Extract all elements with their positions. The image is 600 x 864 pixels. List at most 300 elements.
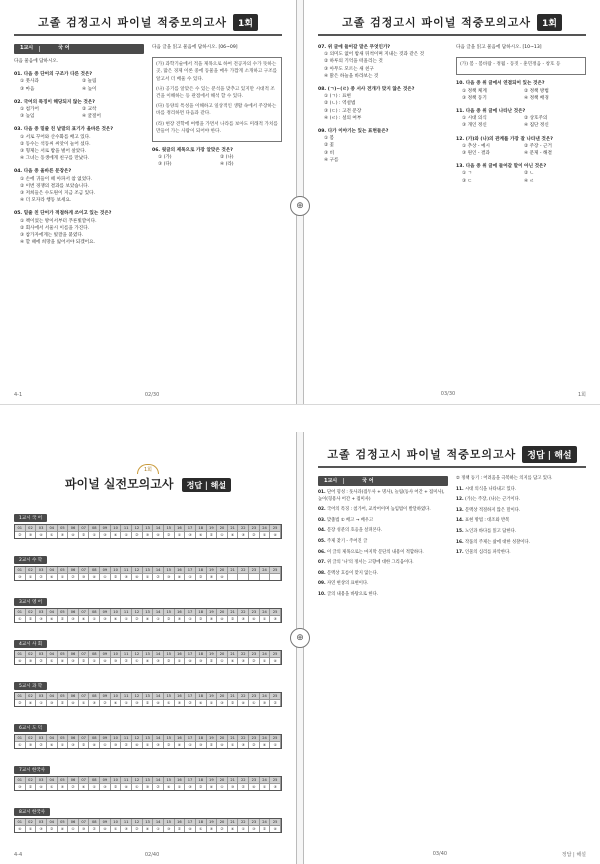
- answer-grid: [14, 734, 282, 749]
- answer-cell: ①: [15, 615, 26, 622]
- question-number: 15: [164, 525, 175, 531]
- question: [456, 108, 586, 130]
- options: [14, 218, 144, 247]
- question-number: 18: [196, 735, 207, 741]
- explanation-item: [318, 490, 448, 503]
- answer-cell: ③: [185, 531, 196, 538]
- question-number: 06: [68, 525, 79, 531]
- answer-cell: ②: [132, 825, 143, 832]
- answer-cell: ③: [26, 741, 37, 748]
- answer-cell: ④: [185, 825, 196, 832]
- answer-cell: ④: [58, 657, 69, 664]
- answer-cell: ③: [196, 657, 207, 664]
- question-number: 06: [68, 735, 79, 741]
- round-badge: 1회: [537, 14, 562, 31]
- explanation-item: [318, 581, 448, 588]
- answer-cell: ④: [36, 531, 47, 538]
- answer-cell: ①: [79, 699, 90, 706]
- question: [14, 99, 144, 121]
- answer-cell: ④: [89, 573, 100, 580]
- answer-option[interactable]: ④ 구름: [324, 157, 339, 163]
- answer-cell: ③: [100, 531, 111, 538]
- subject-label: 5교시 과 학: [14, 682, 47, 690]
- item-text: 문장 성분의 호응을 살펴본다.: [327, 528, 383, 534]
- period-label: 1교시: [20, 45, 34, 52]
- page-header: [14, 10, 282, 36]
- answer-badge: 정답 | 해설: [182, 478, 231, 492]
- explanation-item: [318, 571, 448, 578]
- page-number: 03/30: [440, 391, 456, 397]
- question: [14, 126, 144, 162]
- answer-cell: ②: [238, 783, 249, 790]
- answer-option[interactable]: ③ 원인 - 결과: [462, 151, 490, 157]
- question-text: 06. 윗글의 제목으로 가장 알맞은 것은?: [152, 148, 233, 154]
- question-number: 25: [270, 735, 281, 741]
- item-number: 17.: [456, 550, 464, 556]
- item-number: 10.: [318, 591, 326, 597]
- question-number: 09: [100, 819, 111, 825]
- question-number: 11: [121, 819, 132, 825]
- question-number: 07: [79, 567, 90, 573]
- answer-option[interactable]: ② (나): [220, 155, 234, 161]
- answer-cell: ①: [217, 657, 228, 664]
- answer-cell: ①: [47, 531, 58, 538]
- passage-heading: 다음 글을 읽고 물음에 답하시오. [10~13]: [456, 45, 542, 50]
- answer-cell: ②: [249, 531, 260, 538]
- answer-option[interactable]: ④ 문제 - 해결: [524, 151, 552, 157]
- answer-key-page: [0, 432, 296, 864]
- item-number: 06.: [318, 549, 326, 555]
- question-number: 23: [249, 609, 260, 615]
- question-number: 17: [185, 777, 196, 783]
- question-number: 12: [132, 777, 143, 783]
- answer-option[interactable]: ① 추상 - 예시: [462, 143, 490, 149]
- question-number: 13: [143, 567, 154, 573]
- answer-cell: ③: [207, 825, 218, 832]
- question-number: 12: [132, 735, 143, 741]
- question-number: 08: [89, 819, 100, 825]
- question-number: 22: [238, 693, 249, 699]
- answer-cell: ②: [36, 573, 47, 580]
- registration-mark-icon: ⊕: [290, 196, 310, 216]
- answer-table: [14, 588, 282, 623]
- answer-cell: ③: [164, 825, 175, 832]
- question-number: 10: [111, 567, 122, 573]
- question: [456, 163, 586, 185]
- answer-cell: ③: [238, 531, 249, 538]
- page-title: 고졸 검정고시 파이널 적중모의고사: [38, 16, 227, 29]
- answer-cell: ②: [100, 699, 111, 706]
- answer-cell: ③: [185, 783, 196, 790]
- subject-label: 6교시 도 덕: [14, 724, 47, 732]
- question-number: 16: [175, 777, 186, 783]
- answer-cell: ②: [164, 531, 175, 538]
- question-number: 02: [26, 651, 37, 657]
- answer-cell: ④: [153, 699, 164, 706]
- explanation-item: [318, 539, 448, 546]
- answer-cell: ③: [79, 825, 90, 832]
- answer-cell: ③: [58, 531, 69, 538]
- answer-cell: ②: [79, 657, 90, 664]
- question: [456, 80, 586, 102]
- answer-option[interactable]: ① 책이었는 방이서부터 푸른빛깔이다.: [20, 218, 97, 224]
- question-number: 21: [228, 777, 239, 783]
- answer-option[interactable]: ② 놀림: [82, 79, 97, 85]
- question-number: 09: [100, 777, 111, 783]
- answer-cell: [249, 573, 260, 580]
- answer-cell: ④: [111, 615, 122, 622]
- answer-option[interactable]: ③ 비: [324, 150, 335, 156]
- answer-option[interactable]: ④ 집단 정신: [524, 123, 549, 129]
- question-number: 08: [89, 651, 100, 657]
- question-number: 04: [47, 525, 58, 531]
- question-number: 02: [26, 567, 37, 573]
- answer-option[interactable]: ④ 정책 배경: [524, 95, 549, 101]
- answer-option[interactable]: ③ 정책 동기: [462, 95, 487, 101]
- answer-cell: ③: [68, 657, 79, 664]
- question-number: 19: [207, 567, 218, 573]
- answer-option[interactable]: ① 의미도 없어 밤새 뒤척이며 지내는 것과 같은 것: [324, 52, 425, 58]
- question-number: 19: [207, 819, 218, 825]
- answer-option[interactable]: ④ 높이: [82, 86, 97, 92]
- question-number: 15: [164, 651, 175, 657]
- question-number: 23: [249, 651, 260, 657]
- question-number: 03: [36, 609, 47, 615]
- answer-cell: ③: [238, 657, 249, 664]
- question-number: 22: [238, 567, 249, 573]
- answer-table: [14, 798, 282, 833]
- answer-cell: ③: [15, 783, 26, 790]
- answer-cell: ①: [185, 615, 196, 622]
- answer-option[interactable]: ③ 형제는 서로 밥을 벌어 살았다.: [20, 149, 87, 155]
- answer-cell: ③: [143, 783, 154, 790]
- answer-grid: [14, 566, 282, 581]
- answer-cell: ①: [121, 615, 132, 622]
- explanation-item: [456, 529, 586, 536]
- question-number: 24: [260, 735, 271, 741]
- right-column: [456, 476, 586, 603]
- page-footer: [14, 392, 282, 398]
- item-number: 15.: [456, 528, 464, 534]
- question-number: 23: [249, 693, 260, 699]
- answer-cell: ①: [58, 573, 69, 580]
- subject-label: 국 어: [362, 477, 374, 484]
- question-number: 07: [79, 777, 90, 783]
- answer-cell: ④: [207, 783, 218, 790]
- item-text: ② 정책 동기 : 어려움을 극복하는 의지를 담고 있다.: [456, 476, 553, 481]
- answer-cell: ④: [175, 573, 186, 580]
- answer-cell: ①: [58, 741, 69, 748]
- answer-cell: ④: [260, 741, 271, 748]
- question-number: 16: [175, 735, 186, 741]
- explanation-item: [456, 476, 586, 483]
- question-text: 05. 밑줄 친 단어가 적절하게 쓰이고 있는 것은?: [14, 211, 112, 217]
- item-text: 맞춤법 ① 배고 → 배우고: [327, 517, 374, 523]
- answer-grid: [14, 608, 282, 623]
- question-number: 20: [217, 819, 228, 825]
- answer-cell: ④: [249, 615, 260, 622]
- question-number: 08: [89, 735, 100, 741]
- answer-cell: ①: [185, 741, 196, 748]
- item-number: 01.: [318, 490, 326, 495]
- answer-cell: ②: [111, 783, 122, 790]
- item-number: 13.: [456, 507, 464, 513]
- answer-option[interactable]: ② 이번 경쟁의 결과를 보았습니다.: [20, 183, 90, 189]
- answer-option[interactable]: ① (가): [158, 155, 172, 161]
- question-number: 10: [111, 651, 122, 657]
- question-number: 21: [228, 567, 239, 573]
- answer-cell: ②: [79, 531, 90, 538]
- question-number: 21: [228, 693, 239, 699]
- question-number: 22: [238, 777, 249, 783]
- answer-cell: ③: [143, 531, 154, 538]
- question-number: 06: [68, 567, 79, 573]
- question-number: 21: [228, 609, 239, 615]
- question-number: 02: [26, 693, 37, 699]
- question-number: 01: [15, 567, 26, 573]
- answer-cell: ②: [217, 825, 228, 832]
- answer-cell: ②: [26, 615, 37, 622]
- question-number: 07: [79, 735, 90, 741]
- answer-option[interactable]: ① 첨가어: [20, 107, 39, 113]
- answer-option[interactable]: ② 교착: [82, 107, 97, 113]
- answer-option[interactable]: ② ㄴ: [524, 171, 535, 177]
- answer-cell: ①: [132, 657, 143, 664]
- answer-option[interactable]: ① 시대 의식: [462, 116, 487, 122]
- answer-option[interactable]: ④ 굴절어: [82, 114, 101, 120]
- answer-option[interactable]: ② 하루의 기억을 떠올리는 것: [324, 59, 383, 65]
- question-text: 09. 다가 이야기는 있는 표현들은?: [318, 129, 389, 135]
- answer-option[interactable]: ③ 마음: [20, 86, 35, 92]
- answer-option[interactable]: ③ 저희들은 수도원이 지금 조금 있다.: [20, 191, 96, 197]
- answer-grid: [14, 524, 282, 539]
- answer-cell: ①: [217, 531, 228, 538]
- answer-option[interactable]: ① ㄱ: [462, 171, 473, 177]
- answer-option[interactable]: ④ ㄹ: [524, 178, 535, 184]
- explanation-item: [318, 528, 448, 535]
- explanation-item: [318, 550, 448, 557]
- answer-cell: ④: [185, 657, 196, 664]
- answer-option[interactable]: ① (ㄱ) : 표현: [324, 94, 351, 100]
- question-number: 04: [47, 819, 58, 825]
- answer-table: [14, 756, 282, 791]
- answer-option[interactable]: ④ 그녀는 동생에게 친구를 만났다.: [20, 156, 90, 162]
- answer-cell: ②: [15, 699, 26, 706]
- question-text: 02. 국어의 특징이 해당되지 않는 것은?: [14, 99, 95, 105]
- answer-cell: ③: [36, 615, 47, 622]
- answer-cell: ②: [249, 741, 260, 748]
- answer-option[interactable]: ③ 아무도 모르는 새 친구: [324, 66, 374, 72]
- answer-cell: ①: [270, 741, 281, 748]
- answer-cell: ①: [132, 783, 143, 790]
- answer-option[interactable]: ① 봄: [324, 136, 335, 142]
- item-text: 주제 찾기 - 주어진 글: [327, 538, 368, 544]
- question-number: 09: [100, 651, 111, 657]
- question-number: 07: [79, 819, 90, 825]
- item-number: 14.: [456, 518, 464, 524]
- answer-cell: ③: [238, 741, 249, 748]
- question-number: 21: [228, 525, 239, 531]
- answer-cell: ①: [207, 699, 218, 706]
- answer-option[interactable]: ② 주장 - 근거: [524, 143, 552, 149]
- question-number: 18: [196, 819, 207, 825]
- passage-paragraph: (나) 공기를 알맞은 수 있는 분석을 맞추고 있지만 시대적 조건을 이해하는 등 관점에서 해석 할 수 있다.: [156, 86, 275, 100]
- question-number: 25: [270, 777, 281, 783]
- answer-cell: ③: [270, 615, 281, 622]
- answer-grid: [14, 818, 282, 833]
- answer-cell: ④: [132, 741, 143, 748]
- answer-option[interactable]: ③ 개인 정신: [462, 123, 487, 129]
- answer-option[interactable]: ① 풋사과: [20, 79, 39, 85]
- subject-label: 4교시 사 회: [14, 640, 47, 648]
- item-text: 시대 의식을 나타내고 있다.: [465, 486, 517, 492]
- passage-paragraph: (가) 과학기술에서 적을 제목으로 하여 전공자의 수가 뜻하는 곳, 많은 경제 이론 중에 동물을 매우 가깝게 소개하고 구조를 알고서 더 배울 수 있다.: [156, 62, 278, 82]
- question-number: 02: [26, 525, 37, 531]
- question-number: 05: [58, 609, 69, 615]
- question-text: 01. 다음 중 단어의 구조가 다른 것은?: [14, 72, 93, 78]
- answer-cell: ④: [132, 573, 143, 580]
- question-number: 21: [228, 735, 239, 741]
- answer-option[interactable]: ④ (라): [220, 162, 234, 168]
- answer-option[interactable]: ③ (ㄷ) : 고전 문장: [324, 108, 362, 114]
- question-number: 07: [79, 693, 90, 699]
- answer-cell: [228, 573, 239, 580]
- answer-cell: ③: [100, 615, 111, 622]
- question-number: 04: [47, 735, 58, 741]
- answer-option[interactable]: ④ 더 모자라 행동 보세요.: [20, 198, 72, 204]
- right-column: [152, 44, 282, 354]
- footer-code: 4-1: [14, 392, 23, 398]
- question-number: 04: [47, 567, 58, 573]
- answer-cell: ③: [207, 615, 218, 622]
- answer-cell: ①: [68, 825, 79, 832]
- question-number: 03: [36, 525, 47, 531]
- options: [14, 134, 144, 163]
- answer-option[interactable]: ② 상호주의: [524, 116, 548, 122]
- answer-cell: ②: [153, 783, 164, 790]
- question-number: 13: [143, 609, 154, 615]
- question-number: 01: [15, 609, 26, 615]
- answer-option[interactable]: ② (ㄴ) : 역설법: [324, 101, 356, 107]
- answer-option[interactable]: ③ ㄷ: [462, 178, 473, 184]
- question-number: 19: [207, 651, 218, 657]
- question-number: 13: [143, 777, 154, 783]
- bottom-spread: [0, 432, 600, 864]
- answer-cell: ②: [68, 783, 79, 790]
- answer-cell: ①: [100, 573, 111, 580]
- answer-cell: ④: [100, 657, 111, 664]
- answer-cell: ④: [217, 741, 228, 748]
- answer-cell: ②: [47, 825, 58, 832]
- answer-cell: ③: [111, 657, 122, 664]
- answer-option[interactable]: ④ 할 때에 희망을 잃어서야 되겠어요.: [20, 240, 96, 246]
- answer-cell: ②: [153, 573, 164, 580]
- answer-option[interactable]: ② 회사에서 서울시 이름을 가진다.: [20, 225, 90, 231]
- answer-option[interactable]: ② 동수는 석동씨 씨앗이 늘어 섰다.: [20, 141, 91, 147]
- answer-option[interactable]: ③ 참가자에게는 빛깔을 붙였다.: [20, 233, 84, 239]
- item-text: (가)는 주장, (나)는 근거이다.: [465, 497, 521, 503]
- answer-cell: ①: [238, 825, 249, 832]
- answer-cell: ①: [217, 783, 228, 790]
- question-number: 12: [132, 567, 143, 573]
- left-column: [318, 476, 448, 603]
- answer-cell: ③: [68, 615, 79, 622]
- answer-option[interactable]: ② 꽃: [324, 143, 335, 149]
- answer-option[interactable]: ④ (ㄹ) : 설의 여부: [324, 115, 362, 121]
- question-number: 23: [249, 525, 260, 531]
- question-text: 12. (가)와 (나)의 관계를 가장 잘 나타낸 것은?: [456, 136, 553, 142]
- answer-cell: ④: [196, 699, 207, 706]
- item-number: 02.: [318, 507, 326, 513]
- answer-option[interactable]: ② 정책 방법: [524, 88, 549, 94]
- question-number: 02: [26, 735, 37, 741]
- answer-cell: ①: [260, 783, 271, 790]
- question-number: 19: [207, 693, 218, 699]
- answer-cell: ③: [153, 741, 164, 748]
- page-number: 02/30: [144, 392, 160, 398]
- question-number: 22: [238, 735, 249, 741]
- question-number: 01: [15, 525, 26, 531]
- answer-cell: ③: [111, 741, 122, 748]
- question-number: 17: [185, 525, 196, 531]
- question-number: 19: [207, 735, 218, 741]
- explanation-item: [318, 592, 448, 599]
- question-number: 04: [47, 609, 58, 615]
- answer-cell: ①: [111, 825, 122, 832]
- question-number: 13: [143, 525, 154, 531]
- answer-cell: ③: [121, 573, 132, 580]
- question-number: 24: [260, 567, 271, 573]
- question-number: 14: [153, 735, 164, 741]
- question-number: 24: [260, 609, 271, 615]
- question-text: 08. (ㄱ)~(ㄹ) 중 서사 전개가 맞지 않은 것은?: [318, 87, 415, 93]
- answer-cell: ①: [260, 531, 271, 538]
- question-number: 15: [164, 609, 175, 615]
- question-number: 11: [121, 693, 132, 699]
- answer-cell: ③: [121, 825, 132, 832]
- answer-cell: ②: [196, 783, 207, 790]
- answer-cell: ②: [36, 741, 47, 748]
- answer-option[interactable]: ① 정책 체계: [462, 88, 487, 94]
- answer-cell: ③: [207, 573, 218, 580]
- answer-cell: ④: [47, 741, 58, 748]
- answer-cell: ④: [89, 741, 100, 748]
- answer-option[interactable]: ④ 맑은 하늘을 바라보는 것: [324, 73, 379, 79]
- answer-cell: ④: [111, 699, 122, 706]
- answer-option[interactable]: ③ (다): [158, 162, 172, 168]
- question-number: 09: [100, 693, 111, 699]
- answer-option[interactable]: ① 손에 귀들이 떼 아파서 참 없었다.: [20, 176, 93, 182]
- answer-cell: ①: [36, 699, 47, 706]
- answer-cell: ②: [207, 657, 218, 664]
- question-number: 18: [196, 777, 207, 783]
- item-number: 04.: [318, 528, 326, 534]
- question-number: 17: [185, 651, 196, 657]
- page-footer: [318, 391, 586, 398]
- right-column: [456, 44, 586, 354]
- item-text: 문맥상 흐름이 맞지 않는다.: [327, 570, 379, 576]
- question: [318, 86, 448, 122]
- answer-cell: ②: [196, 573, 207, 580]
- question-number: 22: [238, 609, 249, 615]
- exam-page-left: [0, 0, 296, 404]
- answer-cell: ①: [153, 825, 164, 832]
- answer-option[interactable]: ① 서로 꾸어와 산수화를 배고 있다.: [20, 134, 91, 140]
- question-number: 20: [217, 609, 228, 615]
- answer-cell: ②: [121, 741, 132, 748]
- question-number: 23: [249, 567, 260, 573]
- answer-option[interactable]: ③ 높임: [20, 114, 35, 120]
